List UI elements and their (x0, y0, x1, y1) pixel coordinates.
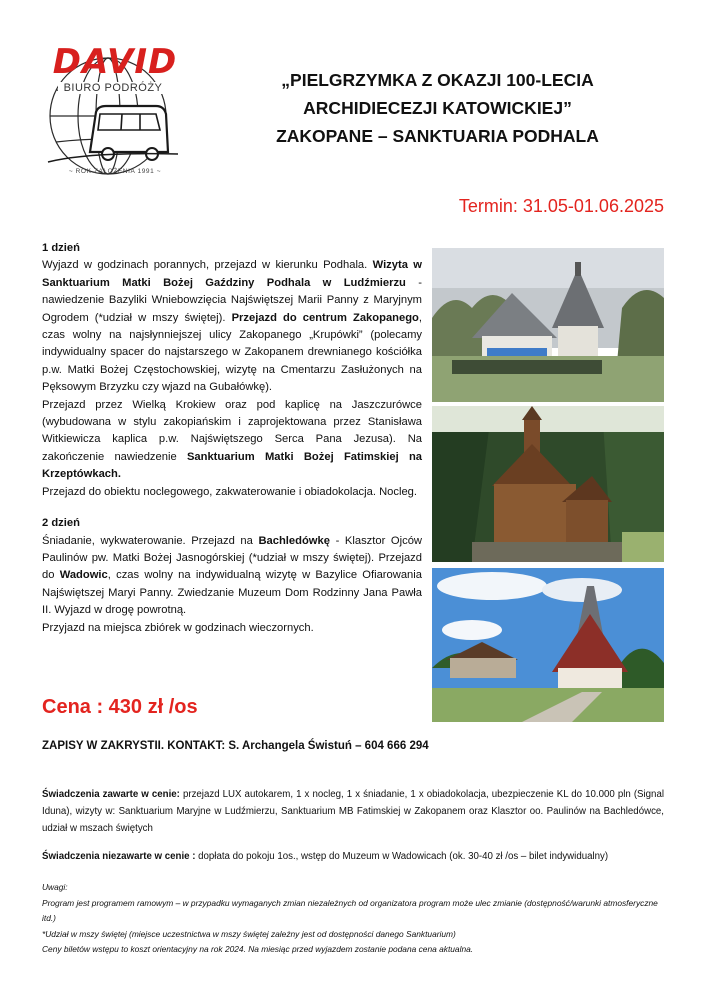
included-label: Świadczenia zawarte w cenie: (42, 789, 180, 800)
notes-heading: Uwagi: (42, 882, 68, 892)
title-line-1: „PIELGRZYMKA Z OKAZJI 100-LECIA (281, 70, 594, 90)
day2-paragraph-1 (42, 533, 422, 620)
day2-text: - Klasztor Ojców Paulinów pw. Matki Bożej Jasnogórskiej (*udział w mszy świętej). Przejazd do (42, 534, 423, 582)
day1-text: , czas wolny na najsłynniejszej ulicy Zakopanego „Krupówki” (polecamy indywidualny spacer do najstarszego w Zakopanem drewnianego kościółka p.w. Matki Bożej Częstochowskiej, wizytę na Cmentarzu Zasłużonych na Pęksowym Brzyzku czy wjazd na Gubałówkę). (42, 311, 422, 394)
photo-jaszczurowka-chapel (432, 406, 664, 562)
included-services (42, 786, 664, 837)
day1-text: Wyjazd w godzinach porannych, przejazd w kierunku Podhala. (42, 259, 373, 272)
day1-heading: 1 dzień (42, 242, 80, 254)
day2-heading: 2 dzień (42, 517, 80, 530)
excluded-label: Świadczenia niezawarte w cenie : (42, 851, 196, 862)
day1-paragraph-2 (42, 397, 422, 484)
day2-text: , czas wolny na indywidualną wizytę w Bazylice Ofiarowania Najświętszej Maryi Panny. Zwiedzanie Muzeum Dom Rodzinny Jana Pawła II. Wyjazd w drogę powrotną. (42, 569, 422, 617)
contact-info: ZAPISY W ZAKRYSTII. KONTAKT: S. Archangela Świstuń – 604 666 294 (42, 740, 429, 752)
day1-paragraph-1 (42, 257, 422, 396)
day2-highlight: Bachledówkę (258, 534, 330, 547)
price: Cena : 430 zł /os (42, 696, 198, 718)
company-logo (28, 34, 188, 184)
day1-highlight: Wizyta w Sanktuarium Matki Bożej Gaździny Podhala w Ludźmierzu (42, 259, 422, 289)
excluded-services (42, 848, 664, 865)
photo-ludzmierz-basilica (432, 248, 664, 402)
day1-highlight: Przejazd do centrum Zakopanego (231, 311, 419, 324)
excluded-text: dopłata do pokoju 1os., wstęp do Muzeum w Wadowicach (ok. 30-40 zł /os – bilet indywidualny) (195, 851, 609, 862)
included-text: przejazd LUX autokarem, 1 x nocleg, 1 x śniadanie, 1 x obiadokolacja, ubezpieczenie KL do 10.000 pln (Signal Iduna), wizyty w: Sanktuarium Maryjne w Ludźmierzu, Sanktuarium MB Fatimskiej w Zakopanem oraz Klasztor oo. Paulinów na Bachledówce, udział w mszach świętych (42, 789, 664, 834)
notes-line: Ceny biletów wstępu to koszt orientacyjny na rok 2024. Na miesiąc przed wyjazdem zostanie podana cena aktualna. (42, 944, 474, 954)
notes-line: *Udział w mszy świętej (miejsce uczestnictwa w mszy świętej zależny jest od dostępności danego Sanktuarium) (42, 928, 456, 939)
itinerary (42, 240, 422, 637)
notes-line: Program jest programem ramowym – w przypadku wymaganych zmian niezależnych od organizatora program może ulec zmianie (dostępność/warunki atmosferyczne itd.) (42, 897, 658, 923)
day2-paragraph-2: Przyjazd na miejsca zbiórek w godzinach wieczornych. (42, 621, 314, 634)
logo-name: DAVID (52, 42, 178, 82)
logo-subtitle: BIURO PODRÓŻY (58, 82, 168, 94)
photo-bachledowka-monastery (432, 568, 664, 722)
day1-text: Przejazd przez Wielką Krokiew oraz pod kaplicę na Jaszczurówce (wybudowana w stylu zakopiańskim i zaprojektowana przez Stanisława Witkiewicza kaplica p.w. Najświętszego Serca Pana Jezusa). Na zakończenie nawiedzenie (42, 398, 422, 463)
title-line-3: ZAKOPANE – SANKTUARIA PODHALA (276, 126, 599, 146)
day1-highlight: Sanktuarium Matki Bożej Fatimskiej na Krzeptówkach. (42, 450, 422, 481)
notes (42, 880, 664, 958)
page-title (235, 66, 640, 150)
day1-text: - nawiedzenie Bazyliki Wniebowzięcia Najświętszej Marii Panny z Maryjnym Ogrodem (*udział w mszy świętej). (42, 276, 422, 324)
day2-text: Śniadanie, wykwaterowanie. Przejazd na (42, 534, 259, 547)
day2-highlight: Wadowic (59, 569, 108, 582)
logo-year: ~ ROK ZAŁOŻENIA 1991 ~ (68, 168, 162, 175)
trip-term: Termin: 31.05-01.06.2025 (458, 196, 664, 216)
day1-paragraph-3: Przejazd do obiektu noclegowego, zakwaterowanie i obiadokolacja. Nocleg. (42, 485, 418, 498)
title-line-2: ARCHIDIECEZJI KATOWICKIEJ” (303, 98, 572, 118)
